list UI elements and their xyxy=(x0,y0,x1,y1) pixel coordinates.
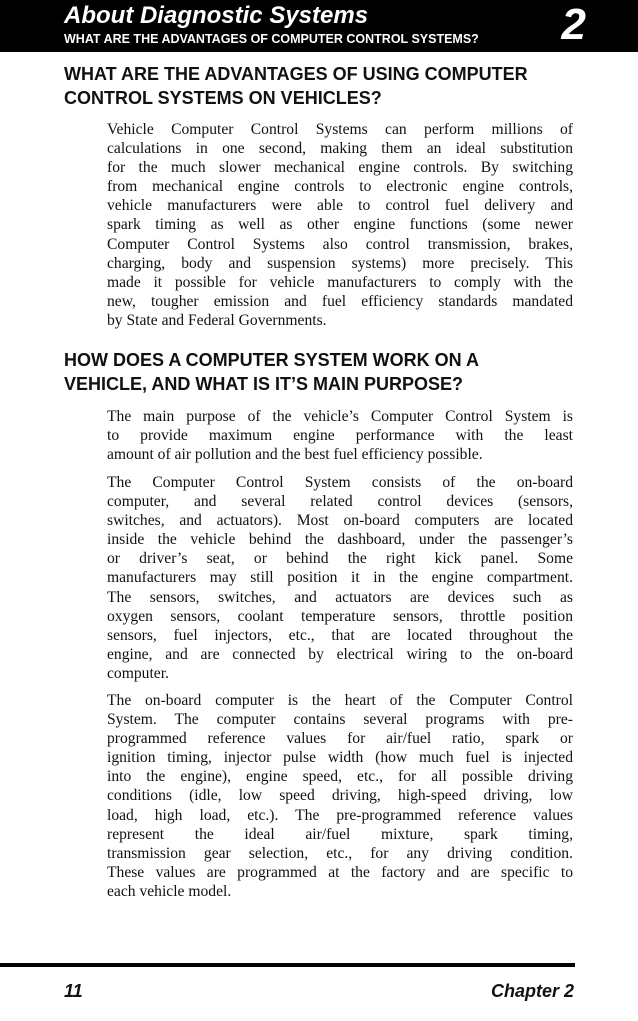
page-header xyxy=(0,0,638,52)
text-line: into the engine), engine speed, etc., for all possible driving xyxy=(107,768,573,786)
section-heading-how-it-works xyxy=(64,348,594,396)
header-subtitle: WHAT ARE THE ADVANTAGES OF COMPUTER CONTROL SYSTEMS? xyxy=(64,32,479,46)
text-line: Vehicle Computer Control Systems can perform millions of xyxy=(107,121,573,138)
header-chapter-number: 2 xyxy=(561,0,586,49)
text-line: These values are programmed at the factory and are specific to xyxy=(107,863,573,881)
heading-line: VEHICLE, AND WHAT IS IT’S MAIN PURPOSE? xyxy=(64,374,464,394)
text-line: System. The computer contains several programs with pre- xyxy=(107,711,573,729)
text-line: made it possible for vehicle manufacturers to comply with the xyxy=(107,273,573,291)
text-line: ignition timing, injector pulse width (how much fuel is injected xyxy=(107,749,573,767)
text-line: to provide maximum engine performance with the least xyxy=(107,427,573,445)
text-line: represent the ideal air/fuel mixture, spark timing, xyxy=(107,825,573,843)
text-line: from mechanical engine controls to electronic engine controls, xyxy=(107,178,573,196)
paragraph-onboard-computer xyxy=(107,691,573,901)
text-line: sensors, fuel injectors, etc., that are located throughout the xyxy=(107,626,573,644)
chapter-label: Chapter 2 xyxy=(490,981,574,1001)
header-title: About Diagnostic Systems xyxy=(64,2,369,29)
text-line: oxygen sensors, coolant temperature sensors, throttle position xyxy=(107,607,573,625)
text-line: engine, and are connected by electrical wiring to the on-board xyxy=(107,645,573,663)
heading-line: WHAT ARE THE ADVANTAGES OF USING COMPUTER xyxy=(64,64,528,84)
text-line: The on-board computer is the heart of the Computer Control xyxy=(107,692,573,709)
text-line: load, high load, etc.). The pre-programmed reference values xyxy=(107,806,573,824)
text-line: programmed reference values for air/fuel ratio, spark or xyxy=(107,730,573,748)
page-number: 11 xyxy=(64,981,83,1001)
text-line: computer, and several related control devices (sensors, xyxy=(107,493,573,511)
text-line: calculations in one second, making them an ideal substitution xyxy=(107,140,573,158)
text-line: spark timing as well as other engine functions (some newer xyxy=(107,216,573,234)
text-line: or driver’s seat, or behind the right kick panel. Some xyxy=(107,550,573,568)
text-line: inside the vehicle behind the dashboard, under the passenger’s xyxy=(107,531,573,549)
text-line: vehicle manufacturers were able to control fuel delivery and xyxy=(107,197,573,215)
section-heading-advantages xyxy=(64,62,594,110)
text-line: The Computer Control System consists of the on-board xyxy=(107,474,573,491)
text-line: for the much slower mechanical engine controls. By switching xyxy=(107,159,573,177)
text-line: manufacturers may still position it in the engine compartment. xyxy=(107,569,573,587)
text-line: each vehicle model. xyxy=(107,882,232,900)
text-line: amount of air pollution and the best fuel efficiency possible. xyxy=(107,446,483,464)
text-line: The sensors, switches, and actuators are devices such as xyxy=(107,588,573,606)
text-line: Computer Control Systems also control transmission, brakes, xyxy=(107,235,573,253)
text-line: new, tougher emission and fuel efficiency standards mandated xyxy=(107,292,573,310)
text-line: transmission gear selection, etc., for any driving condition. xyxy=(107,844,573,862)
text-line: switches, and actuators). Most on-board computers are located xyxy=(107,512,573,530)
text-line: charging, body and suspension systems) more precisely. This xyxy=(107,254,573,272)
paragraph-advantages xyxy=(107,120,573,330)
text-line: conditions (idle, low speed driving, high-speed driving, low xyxy=(107,787,573,805)
text-line: The main purpose of the vehicle’s Computer Control System is xyxy=(107,408,573,425)
footer-divider xyxy=(0,963,575,967)
paragraph-main-purpose xyxy=(107,407,573,464)
text-line: computer. xyxy=(107,664,169,682)
paragraph-system-components xyxy=(107,473,573,683)
text-line: by State and Federal Governments. xyxy=(107,311,327,329)
heading-line: HOW DOES A COMPUTER SYSTEM WORK ON A xyxy=(64,350,480,370)
heading-line: CONTROL SYSTEMS ON VEHICLES? xyxy=(64,88,382,108)
